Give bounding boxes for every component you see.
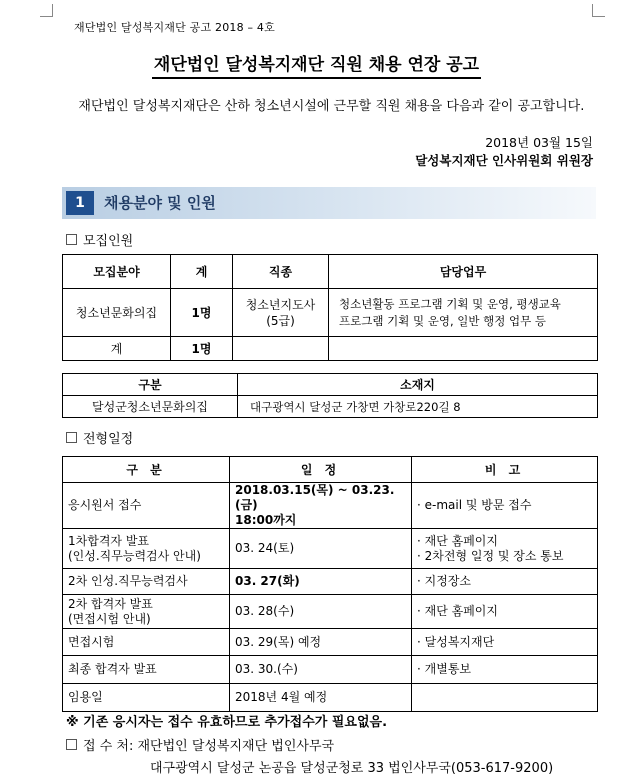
schedule-note: · 지정장소 <box>412 569 598 595</box>
page-title: 재단법인 달성복지재단 직원 채용 연장 공고 <box>0 50 633 75</box>
schedule-date: 03. 30.(수) <box>230 656 412 684</box>
schedule-note: · 재단 홈페이지 · 2차전형 일정 및 장소 통보 <box>412 529 598 569</box>
notice-text: ※ 기존 응시자는 접수 유효하므로 추가접수가 필요없음. <box>66 715 388 730</box>
schedule-item: 2차 합격자 발표 (면접시험 안내) <box>63 595 230 629</box>
schedule-item: 면접시험 <box>63 629 230 656</box>
schedule-date: 2018년 4월 예정 <box>230 684 412 712</box>
schedule-date: 03. 29(목) 예정 <box>230 629 412 656</box>
schedule-note <box>412 684 598 712</box>
total-label: 계 <box>63 337 171 361</box>
table-header: 담당업무 <box>329 255 598 289</box>
schedule-item: 응시원서 접수 <box>63 483 230 529</box>
table-row <box>63 595 598 629</box>
schedule-date: 03. 27(화) <box>230 569 412 595</box>
schedule-item: 1차합격자 발표 (인성.직무능력검사 안내) <box>63 529 230 569</box>
checkbox-bullet-icon <box>66 234 77 245</box>
table-header: 구분 <box>63 374 238 396</box>
section-title: 채용분야 및 인원 <box>104 194 216 212</box>
schedule-item: 임용일 <box>63 684 230 712</box>
table-header: 구 분 <box>63 457 230 483</box>
intro-paragraph: 재단법인 달성복지재단은 산하 청소년시설에 근무할 직원 채용을 다음과 같이 공고합니다. <box>78 99 585 114</box>
table-row <box>63 656 598 684</box>
table-row <box>63 289 598 337</box>
table-row <box>63 629 598 656</box>
contact-line: 접 수 처: 재단법인 달성복지재단 법인사무국 <box>66 735 334 754</box>
schedule-item: 최종 합격자 발표 <box>63 656 230 684</box>
checkbox-bullet-icon <box>66 432 77 443</box>
table-row <box>63 337 598 361</box>
section-number: 1 <box>66 191 94 215</box>
schedule-item: 2차 인성.직무능력검사 <box>63 569 230 595</box>
recruit-heading: 모집인원 <box>66 230 133 249</box>
announcement-date: 2018년 03월 15일 <box>485 135 593 150</box>
schedule-note: · 달성복지재단 <box>412 629 598 656</box>
table-row <box>63 569 598 595</box>
table-header: 모집분야 <box>63 255 171 289</box>
schedule-note: · e-mail 및 방문 접수 <box>412 483 598 529</box>
schedule-table <box>62 456 598 712</box>
table-header: 계 <box>171 255 233 289</box>
table-header: 소재지 <box>238 374 598 396</box>
section-header <box>62 187 596 219</box>
document-header: 재단법인 달성복지재단 공고 2018 – 4호 <box>74 21 275 34</box>
recruit-table <box>62 254 598 361</box>
table-row <box>63 684 598 712</box>
table-header: 일 정 <box>230 457 412 483</box>
page-corner-mark <box>592 4 605 17</box>
duty-cell: 청소년활동 프로그램 기획 및 운영, 평생교육 프로그램 기획 및 운영, 일반 행정 업무 등 <box>329 289 598 337</box>
schedule-date: 03. 24(토) <box>230 529 412 569</box>
location-address: 대구광역시 달성군 가창면 가창로220길 8 <box>238 396 598 418</box>
signer: 달성복지재단 인사위원회 위원장 <box>415 153 593 168</box>
page-corner-mark <box>40 4 53 17</box>
count-cell: 1명 <box>171 289 233 337</box>
schedule-note: · 개별통보 <box>412 656 598 684</box>
schedule-heading: 전형일정 <box>66 428 133 447</box>
table-row <box>63 396 598 418</box>
schedule-note: · 재단 홈페이지 <box>412 595 598 629</box>
field-cell: 청소년문화의집 <box>63 289 171 337</box>
table-header: 직종 <box>233 255 329 289</box>
location-name: 달성군청소년문화의집 <box>63 396 238 418</box>
table-header: 비 고 <box>412 457 598 483</box>
position-cell: 청소년지도사 (5급) <box>233 289 329 337</box>
checkbox-bullet-icon <box>66 739 77 750</box>
location-table <box>62 373 598 418</box>
table-row <box>63 529 598 569</box>
contact-address: 대구광역시 달성군 논공읍 달성군청로 33 법인사무국(053-617-9200) <box>150 761 554 776</box>
schedule-date: 03. 28(수) <box>230 595 412 629</box>
table-row <box>63 483 598 529</box>
total-count: 1명 <box>171 337 233 361</box>
schedule-date: 2018.03.15(목) ~ 03.23.(금) 18:00까지 <box>230 483 412 529</box>
